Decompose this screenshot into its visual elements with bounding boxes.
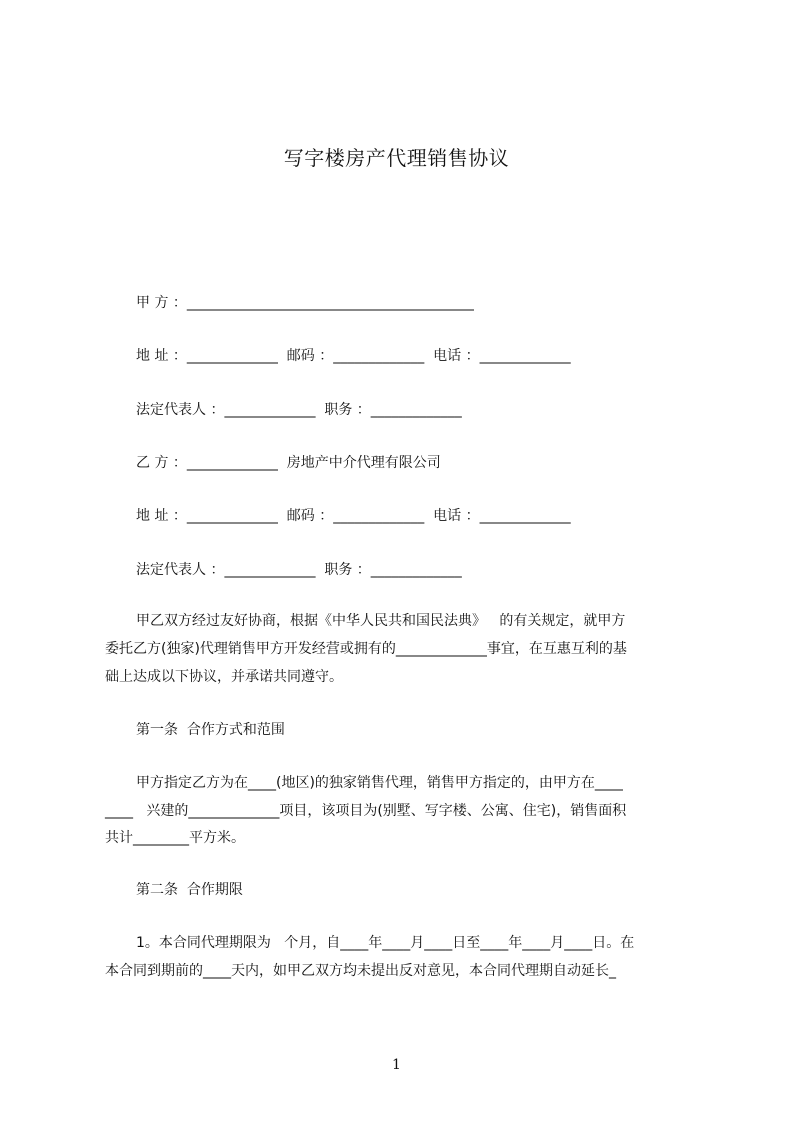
party-b-line: 乙 方 ：_____________ 房地产中介代理有限公司 — [136, 455, 441, 471]
party-a-representative-line: 法定代表人 ：_____________ 职务 ：_____________ — [136, 402, 462, 418]
intro-paragraph-line-2: 委托乙方(独家)代理销售甲方开发经营或拥有的_____________事宜，在互惠互利的基 — [105, 641, 627, 657]
party-a-address-line: 地 址 ：_____________ 邮码 ：_____________ 电话 ：_____________ — [136, 348, 571, 364]
intro-paragraph-line-1: 甲乙双方经过友好协商，根据《中华人民共和国民法典》 的有关规定，就甲方 — [136, 613, 626, 629]
party-b-representative-line: 法定代表人 ：_____________ 职务 ：_____________ — [136, 562, 462, 578]
intro-paragraph-line-3: 础上达成以下协议，并承诺共同遵守。 — [105, 669, 343, 685]
article-1-line-1: 甲方指定乙方为在____(地区)的独家销售代理，销售甲方指定的，由甲方在____ — [136, 775, 623, 791]
article-1-heading: 第一条 合作方式和范围 — [136, 722, 285, 738]
article-2-line-2: 本合同到期前的____天内，如甲乙双方均未提出反对意见，本合同代理期自动延长_ — [105, 963, 616, 979]
article-2-line-1: 1。本合同代理期限为 个月，自____年____月____日至____年____月____日。在 — [136, 935, 635, 951]
party-b-address-line: 地 址 ：_____________ 邮码 ：_____________ 电话 ：_____________ — [136, 508, 571, 524]
article-1-line-2: ____ 兴建的_____________项目，该项目为(别墅、写字楼、公寓、住宅)，销售面积 — [105, 803, 627, 819]
page-number: 1 — [392, 1057, 401, 1073]
document-title: 写字楼房产代理销售协议 — [283, 146, 510, 170]
article-1-line-3: 共计________平方米。 — [105, 830, 245, 846]
article-2-heading: 第二条 合作期限 — [136, 882, 243, 898]
party-a-line: 甲 方 ：_________________________________________ — [136, 295, 474, 311]
